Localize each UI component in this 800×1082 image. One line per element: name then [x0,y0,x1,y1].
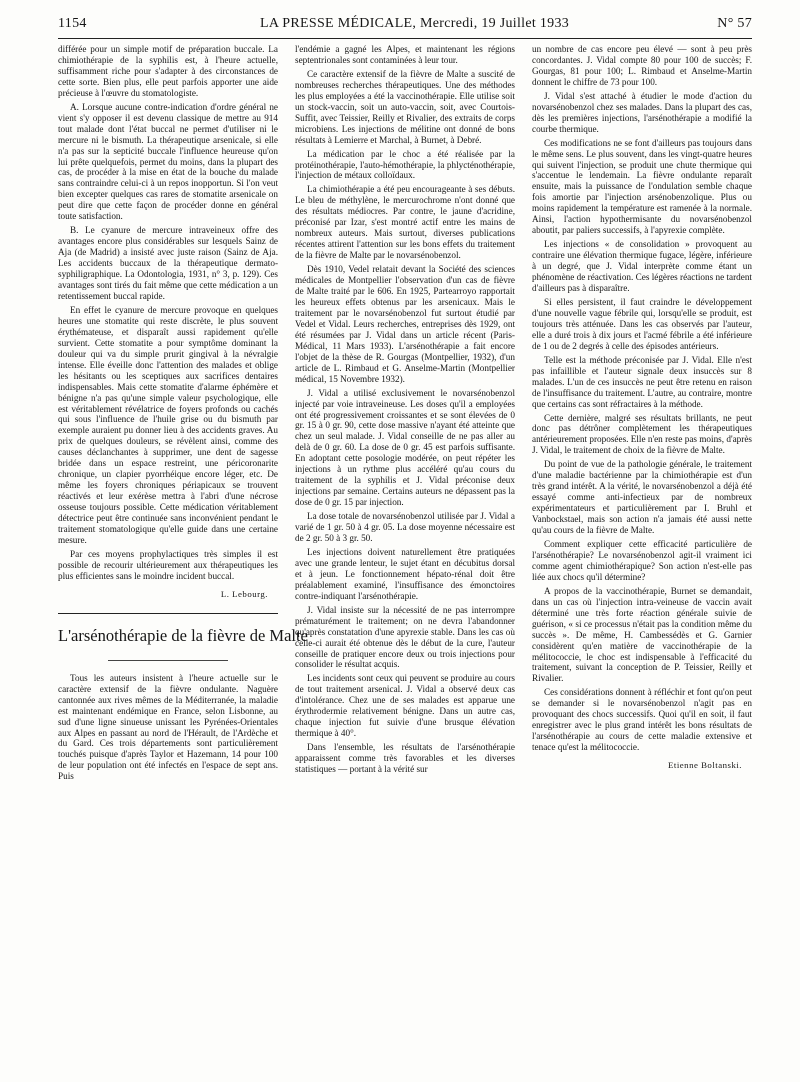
paragraph: Comment expliquer cette efficacité particulière de l'arsénothérapie? Le novarsénobenzol agit-il vraiment ici comme agent chimiothérapique? Son action n'est-elle pas liée aux chocs qu'il détermine? [532,538,752,582]
paragraph: Par ces moyens prophylactiques très simples il est possible de recourir ultérieurement aux thérapeutiques les plus efficientes sans le moindre incident buccal. [58,548,278,581]
paragraph: En effet le cyanure de mercure provoque en quelques heures une stomatite qui reste discrète, le plus souvent érythémateuse, et disparaît aussi rapidement qu'elle survient. Cette stomatite a pour symptôme dominant la douleur qui va du simple prurit gingival à la névralgie intense. Elle éveille donc l'attention des malades et oblige les hésitants ou les sceptiques aux sacrifices dentaires indispensables. Mais cette stomatite d'alarme éphémère et bénigne n'a pas qu'une simple valeur psychologique, elle est véritablement révélatrice de foyers profonds ou cachés qui sous l'influence de l'huile grise ou du bismuth par exemple auraient pu donner lieu à des accidents graves. Au prix de quelques douleurs, se révèlent ainsi, comme des causes déclanchantes à supprimer, une dent de sagesse bridée dans un espace restreint, une péricoronarite chronique, un clapier pyorrhéique encore léger, etc. De même les foyers chroniques périapicaux se trouvent réactivés et leur exérèse mettra à l'abri d'une nécrose osseuse toujours possible. Cette médication véritablement détectrice peut être continuée sans inconvénient pendant le traitement stomatologique qu'elle guide dans une certaine mesure. [58,304,278,545]
column-right [532,44,752,1076]
paragraph: La médication par le choc a été réalisée par la protéinothérapie, l'auto-hémothérapie, la phlycténothérapie, l'injection de métaux colloïdaux. [295,148,515,181]
article-columns [58,44,752,1080]
paragraph: B. Le cyanure de mercure intraveineux offre des avantages encore plus considérables sur lesquels Sainz de Aja (de Madrid) a insisté avec juste raison (Sainz de Aja. Les accidents buccaux de la thérapeutique dermato-syphiligraphique. La Odontologia, 1931, n° 3, p. 129). Ces avantages sont tirés du fait même que cette médication a un retentissement buccal rapide. [58,225,278,301]
column-left [58,44,308,1076]
paragraph: un nombre de cas encore peu élevé — sont à peu près concordantes. J. Vidal compte 80 pour 100 de succès; F. Gourgas, 81 pour 100; L. Rimbaud et Anselme-Martin donnent le chiffre de 73 pour 100. [532,44,752,87]
paragraph: A propos de la vaccinothérapie, Burnet se demandait, dans un cas où l'injection intra-veineuse de vaccin avait déterminé une très forte réaction générale suivie de guérison, « si ce processus n'était pas la condition même du succès ». De même, H. Cambessédès et G. Garnier considèrent qu'en matière de vaccinothérapie de la mélitococcie, le choc est indispensable à l'efficacité du traitement, suivant la conception de P. Teissier, Reilly et Rivalier. [532,585,752,684]
paragraph: Les incidents sont ceux qui peuvent se produire au cours de tout traitement arsenical. J. Vidal a observé deux cas d'intolérance. Chez une de ses malades est apparue une érythrodermie relativement bénigne. Dans un autre cas, chaque injection fut suivie d'une brusque élévation thermique à 40°. [295,673,515,739]
paragraph: Du point de vue de la pathologie générale, le traitement d'une maladie bactérienne par la chimiothérapie est d'un très grand intérêt. A la vérité, le novarsénobenzol a déjà été essayé comme anti-infectieux par de nombreux expérimentateurs et particulièrement par I. Bruhl et Vanbockstael, mais son action n'a jamais été aussi nette qu'au cours de la fièvre de Malte. [532,459,752,536]
paragraph: Les injections « de consolidation » provoquent au contraire une élévation thermique fugace, légère, inférieure à un degré, que J. Vidal interprète comme étant un phénomène de réactivation. Ces légères réactions ne tardent d'ailleurs pas à disparaître. [532,239,752,294]
author-signature: L. Lebourg. [220,588,268,599]
issue-number: N° 57 [717,16,752,31]
paragraph: Si elles persistent, il faut craindre le développement d'une nouvelle vague fébrile qui, lorsqu'elle se produit, est toujours très atténuée. Dans les cas observés par l'auteur, elle a duré trois à dix jours et l'acmé fébrile a été inférieure de 1 ou de 2 degrés à celle des épisodes antérieurs. [532,296,752,351]
page-header [58,14,752,39]
paragraph: La dose totale de novarsénobenzol utilisée par J. Vidal a varié de 1 gr. 50 à 4 gr. 05. La dose moyenne nécessaire est de 2 gr. 50 à 3 gr. 50. [295,511,515,543]
paragraph: Telle est la méthode préconisée par J. Vidal. Elle n'est pas infaillible et l'auteur signale deux insuccès sur 8 malades. L'un de ces insuccès ne peut être retenu en raison de l'insuffisance du traitement. L'autre, au contraire, montre que certains cas sont réfractaires à la méthode. [532,354,752,409]
paragraph: l'endémie a gagné les Alpes, et maintenant les régions septentrionales sont contaminées à leur tour. [295,44,515,65]
paragraph: différée pour un simple motif de préparation buccale. La chimiothérapie de la syphilis est, à l'heure actuelle, suffisamment riche pour s'adapter à des circonstances de cette sorte. Bien plus, elle peut parfois apporter une aide précieuse à l'œuvre du stomatologiste. [58,44,278,98]
paragraph: J. Vidal insiste sur la nécessité de ne pas interrompre prématurément le traitement; on ne devra l'abandonner qu'après constatation d'une apyrexie stable. Dans les cas où celle-ci aurait été obtenue dès le début de la cure, l'auteur conseille de pratiquer encore deux ou trois injections pour consolider le résultat acquis. [295,604,515,670]
author-signature: Etienne Boltanski. [668,760,742,771]
page-number: 1154 [58,16,87,31]
paragraph: J. Vidal a utilisé exclusivement le novarsénobenzol injecté par voie intraveineuse. Les doses qu'il a employées ont été progressivement croissantes et se sont élevées de 0 gr. 15 à 0 gr. 90, cette dose massive n'ayant été atteinte que chez un seul malade. J. Vidal conseille de ne pas aller au delà de 0 gr. 60. La dose de 0 gr. 45 est parfois suffisante. En adoptant cette posologie modérée, on peut répéter les injections à un rythme plus accéléré qu'au cours du traitement de la syphilis et J. Vidal préconise deux injections par semaine. Certains auteurs ne dépassent pas la dose de 0 gr. 15 par injection. [295,387,515,508]
paragraph: A. Lorsque aucune contre-indication d'ordre général ne vient s'y opposer il est devenu classique de mettre au 914 tout malade dont l'état buccal ne permet d'utiliser ni le mercure ni le bismuth. La thérapeutique arsenicale, si elle n'a pas sur la septicité buccale l'influence heureuse qu'on lui prête quelquefois, permet du moins, dans la plupart des cas, de procéder à la mise en état de la bouche du malade sans contraindre celui-ci à un repos inopportun. Si l'on veut bien excepter quelques cas rares de stomatite arsenicale on peut dire que cette façon de procéder donne en général toute satisfaction. [58,101,278,222]
paragraph: Ce caractère extensif de la fièvre de Malte a suscité de nombreuses recherches thérapeutiques. Une des méthodes les plus employées a été la vaccinothérapie. Elle utilise soit un stock-vaccin, soit un auto-vaccin, soit, avec Courtois-Suffit, avec Teissier, Reilly et Rivalier, des extraits de corps microbiens. Les injections de mélitine ont donné de bons résultats à Lemierre et Marchal, à Burnet, à Debré. [295,68,515,145]
paragraph: Tous les auteurs insistent à l'heure actuelle sur le caractère extensif de la fièvre ondulante. Naguère cantonnée aux rives mêmes de la Méditerranée, la maladie est maintenant endémique en France, selon Lisbonne, au sud d'une ligne sinueuse unissant les Pyrénées-Orientales aux Alpes en passant au nord de l'Hérault, de l'Ardèche et du Gard. Ces trois départements sont particulièrement touchés puisque d'après Taylor et Hazemann, 14 pour 100 de leur population ont été infectés en l'espace de sept ans. Puis [58,672,278,782]
paragraph: Dès 1910, Vedel relatait devant la Société des sciences médicales de Montpellier l'observation d'un cas de fièvre de Malte traité par le 606. En 1925, Partearroyo rapportait les heureux effets obtenus par les arsenicaux. Mais le traitement par le novarsénobenzol fut surtout étudié par Vedel et Vidal. Leurs recherches, entreprises dès 1929, ont été résumées par J. Vidal dans un article récent (Paris-Médical, 11 Mars 1933). L'arsénothérapie a fait encore l'objet de la thèse de R. Gourgas (Montpellier, 1932), d'un article de L. Rimbaud et G. Anselme-Martin (Montpellier médical, 15 Novembre 1932). [295,264,515,384]
paragraph: Les injections doivent naturellement être pratiquées avec une grande lenteur, le sujet étant en décubitus dorsal et à jeun. Le fonctionnement hépato-rénal doit être préalablement examiné, l'insuffisance des émonctoires contre-indiquant l'arsénothérapie. [295,546,515,601]
paragraph: Ces considérations donnent à réfléchir et font qu'on peut se demander si le novarsénobenzol n'agit pas en provoquant des chocs successifs. Quoi qu'il en soit, il faut enregistrer avec le plus grand intérêt les bons résultats de l'arsénothérapie au cours de cette maladie extensive et tenace qu'est la mélitococcie. [532,687,752,753]
paragraph: La chimiothérapie a été peu encourageante à ses débuts. Le bleu de méthylène, le mercurochrome n'ont donné que des résultats médiocres. Par contre, le jaune d'acridine, préconisé par Izar, s'est montré actif entre les mains de nombreux auteurs. Mais surtout, diverses publications récentes attirent l'attention sur les bons effets du traitement de la fièvre de Malte par le novarsénobenzol. [295,184,515,261]
article-title: L'arsénothérapie de la fièvre de Malte [58,625,308,645]
title-underline [108,660,228,661]
journal-title: LA PRESSE MÉDICALE, Mercredi, 19 Juillet 1933 [260,16,570,31]
paragraph: Cette dernière, malgré ses résultats brillants, ne peut donc pas détrôner complètement les thérapeutiques antérieurement proposées. Elle n'en reste pas moins, d'après J. Vidal, le traitement de choix de la fièvre de Malte. [532,412,752,456]
column-middle [295,44,515,1076]
paragraph: Dans l'ensemble, les résultats de l'arsénothérapie apparaissent comme très favorables et les diverses statistiques — portant à la vérité sur [295,742,515,775]
section-divider [58,613,278,614]
paragraph: Ces modifications ne se font d'ailleurs pas toujours dans le même sens. Le plus souvent, dans les vingt-quatre heures qui suivent l'injection, se produit une chute thermique qui s'accentue le lendemain. La fièvre ondulante reparaît ensuite, mais la puissance de l'ondulation semble chaque fois amortie par l'injection arsénobenzolique. Plus ou moins rapidement la température est ramenée à la normale. Ainsi, l'action hypothermisante du novarsénobenzol aboutit, par paliers successifs, à l'apyrexie complète. [532,137,752,236]
paragraph: J. Vidal s'est attaché à étudier le mode d'action du novarsénobenzol chez ses malades. Dans la plupart des cas, dès les premières injections, l'arsénothérapie a modifié la courbe thermique. [532,90,752,134]
